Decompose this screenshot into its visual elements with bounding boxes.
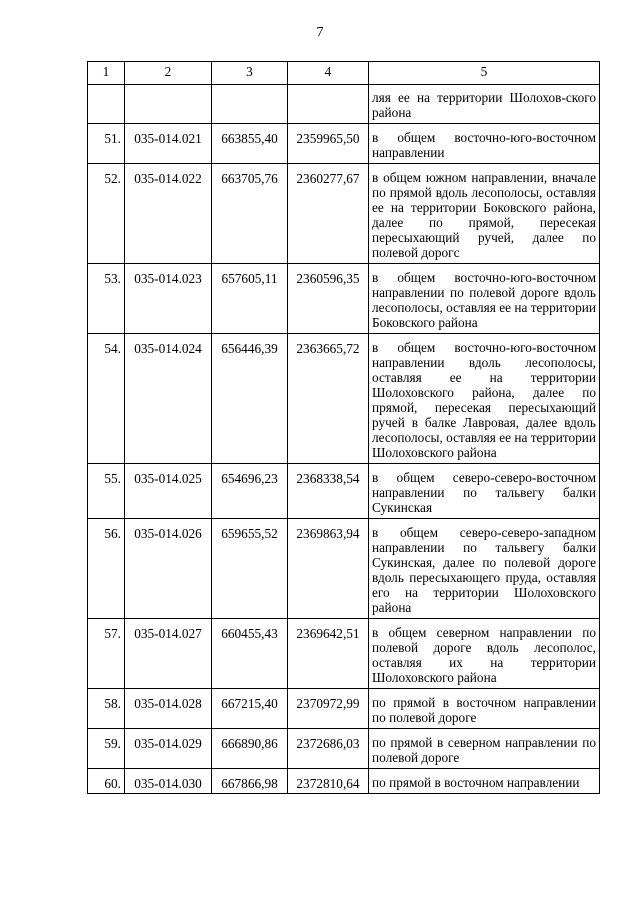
- page-number: 7: [316, 25, 324, 40]
- y-coordinate: 2359965,50: [288, 124, 369, 164]
- empty-cell: [88, 85, 125, 124]
- x-coordinate: 656446,39: [212, 334, 288, 464]
- table-row: [88, 689, 600, 729]
- row-number: 52.: [88, 164, 125, 264]
- x-coordinate: 657605,11: [212, 264, 288, 334]
- y-coordinate: 2370972,99: [288, 689, 369, 729]
- row-number: 54.: [88, 334, 125, 464]
- y-coordinate: 2368338,54: [288, 464, 369, 519]
- row-number: 56.: [88, 519, 125, 619]
- table-row: [88, 519, 600, 619]
- header-cell-4: 4: [288, 62, 369, 85]
- point-code: 035-014.023: [125, 264, 212, 334]
- x-coordinate: 659655,52: [212, 519, 288, 619]
- empty-cell: [288, 85, 369, 124]
- table-row: [88, 124, 600, 164]
- y-coordinate: 2372810,64: [288, 769, 369, 794]
- row-number: 55.: [88, 464, 125, 519]
- boundary-description: по прямой в северном направлении по полевой дороге: [369, 729, 600, 769]
- point-code: 035-014.021: [125, 124, 212, 164]
- x-coordinate: 667215,40: [212, 689, 288, 729]
- point-code: 035-014.027: [125, 619, 212, 689]
- point-code: 035-014.026: [125, 519, 212, 619]
- point-code: 035-014.025: [125, 464, 212, 519]
- row-number: 58.: [88, 689, 125, 729]
- header-row: [88, 62, 600, 85]
- boundary-description: в общем восточно-юго-восточном направлении: [369, 124, 600, 164]
- header-cell-3: 3: [212, 62, 288, 85]
- point-code: 035-014.029: [125, 729, 212, 769]
- x-coordinate: 667866,98: [212, 769, 288, 794]
- continuation-row: [88, 85, 600, 124]
- boundary-description: в общем северо-северо-западном направлении по тальвегу балки Сукинская, далее по полевой дороге вдоль пересыхающего пруда, оставляя его на территории Шолоховского района: [369, 519, 600, 619]
- header-cell-2: 2: [125, 62, 212, 85]
- boundary-description: в общем северо-северо-восточном направлении по тальвегу балки Сукинская: [369, 464, 600, 519]
- header-cell-5: 5: [369, 62, 600, 85]
- x-coordinate: 666890,86: [212, 729, 288, 769]
- point-code: 035-014.024: [125, 334, 212, 464]
- table-row: [88, 464, 600, 519]
- point-code: 035-014.030: [125, 769, 212, 794]
- boundary-table: [87, 61, 600, 794]
- point-code: 035-014.022: [125, 164, 212, 264]
- y-coordinate: 2360596,35: [288, 264, 369, 334]
- x-coordinate: 654696,23: [212, 464, 288, 519]
- boundary-description: в общем восточно-юго-восточном направлении по полевой дороге вдоль лесополосы, оставляя ее на территории Боковского района: [369, 264, 600, 334]
- table-row: [88, 164, 600, 264]
- y-coordinate: 2369642,51: [288, 619, 369, 689]
- table-row: [88, 619, 600, 689]
- y-coordinate: 2360277,67: [288, 164, 369, 264]
- y-coordinate: 2372686,03: [288, 729, 369, 769]
- boundary-description: в общем северном направлении по полевой дороге вдоль лесополос, оставляя их на территории Шолоховского района: [369, 619, 600, 689]
- x-coordinate: 663705,76: [212, 164, 288, 264]
- empty-cell: [125, 85, 212, 124]
- boundary-description: в общем южном направлении, вначале по прямой вдоль лесополосы, оставляя ее на территории Боковского района, далее по прямой, пересекая пересыхающий ручей, далее по полевой дорогс: [369, 164, 600, 264]
- x-coordinate: 663855,40: [212, 124, 288, 164]
- row-number: 53.: [88, 264, 125, 334]
- y-coordinate: 2363665,72: [288, 334, 369, 464]
- empty-cell: [212, 85, 288, 124]
- header-cell-1: 1: [88, 62, 125, 85]
- continuation-text: ляя ее на территории Шолохов-ского района: [369, 85, 600, 124]
- row-number: 57.: [88, 619, 125, 689]
- table-row: [88, 264, 600, 334]
- y-coordinate: 2369863,94: [288, 519, 369, 619]
- table-row: [88, 334, 600, 464]
- row-number: 59.: [88, 729, 125, 769]
- boundary-description: в общем восточно-юго-восточном направлении вдоль лесополосы, оставляя ее на территории Шолоховского района, далее по прямой, пересекая пересыхающий ручей в балке Лавровая, далее вдоль лесополосы, оставляя ее на территории Шолоховского района: [369, 334, 600, 464]
- row-number: 60.: [88, 769, 125, 794]
- point-code: 035-014.028: [125, 689, 212, 729]
- boundary-description: по прямой в восточном направлении: [369, 769, 600, 794]
- table-row: [88, 769, 600, 794]
- x-coordinate: 660455,43: [212, 619, 288, 689]
- table-row: [88, 729, 600, 769]
- boundary-description: по прямой в восточном направлении по полевой дороге: [369, 689, 600, 729]
- row-number: 51.: [88, 124, 125, 164]
